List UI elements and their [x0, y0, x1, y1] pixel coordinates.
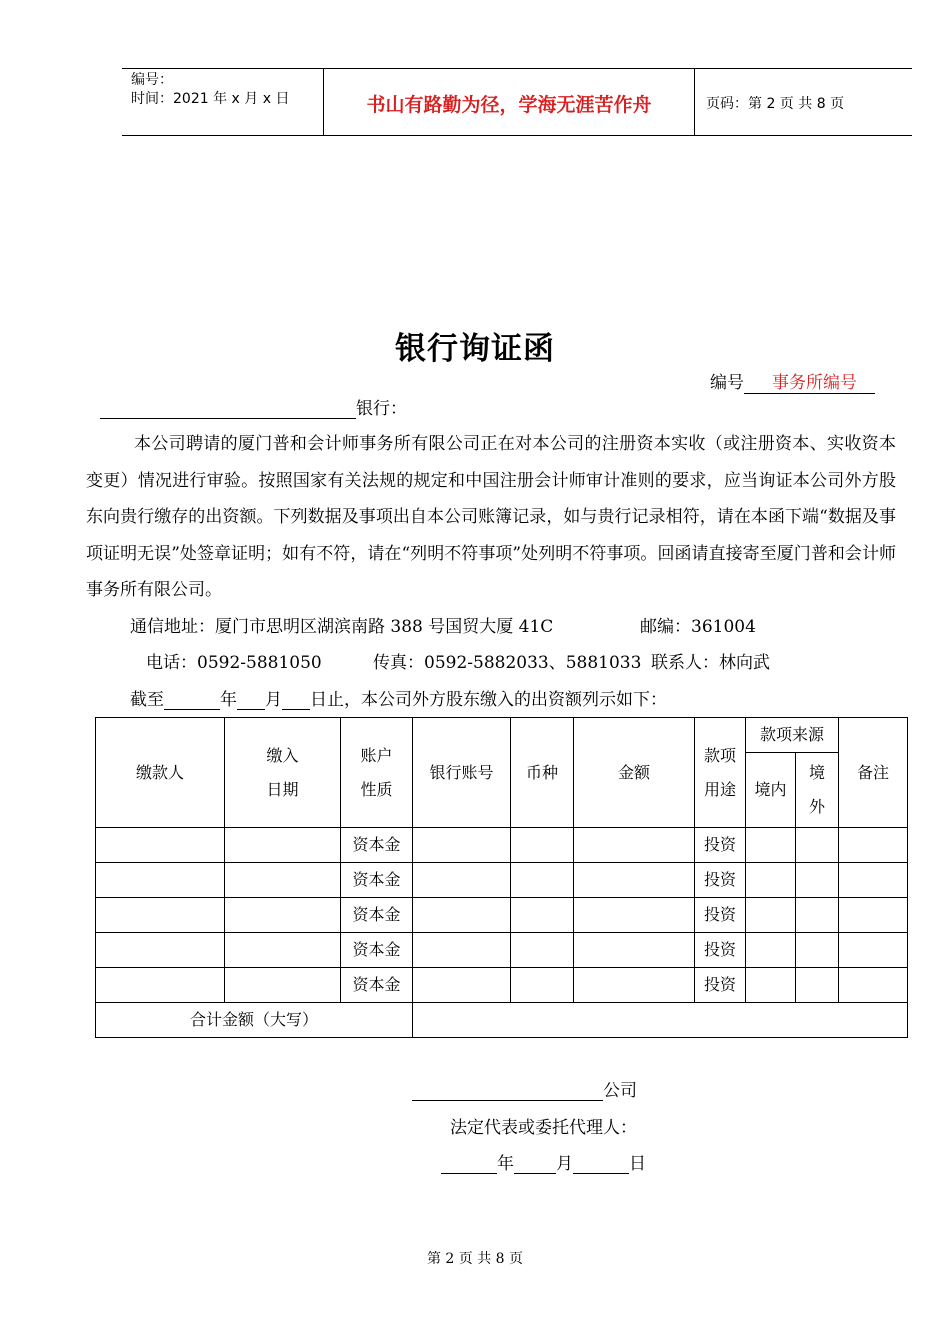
body-text: 本公司聘请的厦门普和会计师事务所有限公司正在对本公司的注册资本实收（或注册资本、实收资本变更）情况进行审验。按照国家有关法规的规定和中国注册会计师审计准则的要求，应当询证本公司外方股东向贵行缴存的出资额。下列数据及事项出自本公司账簿记录，如与贵行记录相符，请在本函下端“数据及事项证明无误”处签章证明；如有不符，请在“列明不符事项”处列明不符事项。回函请直接寄至厦门普和会计师事务所有限公司。	[86, 434, 896, 600]
intro-line: 截至 年 月 日止，本公司外方股东缴入的出资额列示如下：	[130, 690, 667, 710]
bank-line	[100, 394, 407, 419]
col-amount: 金额	[574, 718, 695, 828]
col-payer: 缴款人	[96, 718, 225, 828]
bank-name-blank	[100, 400, 356, 419]
col-currency: 币种	[511, 718, 574, 828]
col-domestic: 境内	[746, 753, 796, 828]
company-name-blank	[412, 1082, 603, 1101]
col-pay-date: 缴入 日期	[225, 718, 341, 828]
header-page-number: 页码：第 2 页 共 8 页	[706, 96, 845, 112]
header-number: 编号：	[131, 72, 173, 88]
contact-phone: 电话：0592-5881050	[146, 653, 322, 673]
day-blank	[282, 692, 310, 710]
col-bank-account: 银行账号	[413, 718, 511, 828]
total-value	[413, 1003, 908, 1038]
header-time: 时间：2021 年 x 月 x 日	[131, 91, 290, 107]
representative-line: 法定代表或委托代理人：	[450, 1118, 637, 1138]
table-row: 资本金 投资	[96, 968, 908, 1003]
contact-person: 联系人：林向武	[651, 653, 770, 673]
table-row: 资本金 投资	[96, 898, 908, 933]
month-blank	[237, 692, 265, 710]
bank-suffix: 银行：	[356, 399, 407, 419]
table-header-row	[96, 718, 908, 753]
document-number	[710, 368, 875, 394]
table-row: 资本金 投资	[96, 863, 908, 898]
total-label: 合计金额（大写）	[96, 1003, 413, 1038]
contact-postcode: 邮编：361004	[640, 617, 756, 637]
col-remark: 备注	[839, 718, 908, 828]
col-purpose: 款项 用途	[695, 718, 746, 828]
year-blank	[164, 692, 220, 710]
contact-fax: 传真：0592-5882033、5881033	[373, 653, 642, 673]
header-bottom-rule	[122, 135, 912, 136]
col-source: 款项来源	[746, 718, 839, 753]
col-account-type: 账户 性质	[341, 718, 413, 828]
header-top-rule	[122, 68, 912, 69]
header-motto: 书山有路勤为径，学海无涯苦作舟	[366, 94, 652, 116]
contact-address: 通信地址：厦门市思明区湖滨南路 388 号国贸大厦 41C	[130, 617, 554, 637]
table-row: 资本金 投资	[96, 933, 908, 968]
document-number-value: 事务所编号	[744, 368, 875, 394]
document-title: 银行询证函	[395, 331, 555, 367]
header-divider	[694, 68, 695, 135]
header-meta	[131, 71, 289, 109]
company-line: 公司	[412, 1076, 637, 1101]
table-total-row	[96, 1003, 908, 1038]
deposit-table	[95, 717, 908, 1038]
page-footer: 第 2 页 共 8 页	[426, 1251, 524, 1267]
signature-date: 年 月 日	[441, 1149, 646, 1174]
document-number-label: 编号	[710, 373, 744, 393]
col-foreign: 境 外	[796, 753, 839, 828]
body-paragraph	[86, 426, 896, 609]
table-row: 资本金 投资	[96, 828, 908, 863]
